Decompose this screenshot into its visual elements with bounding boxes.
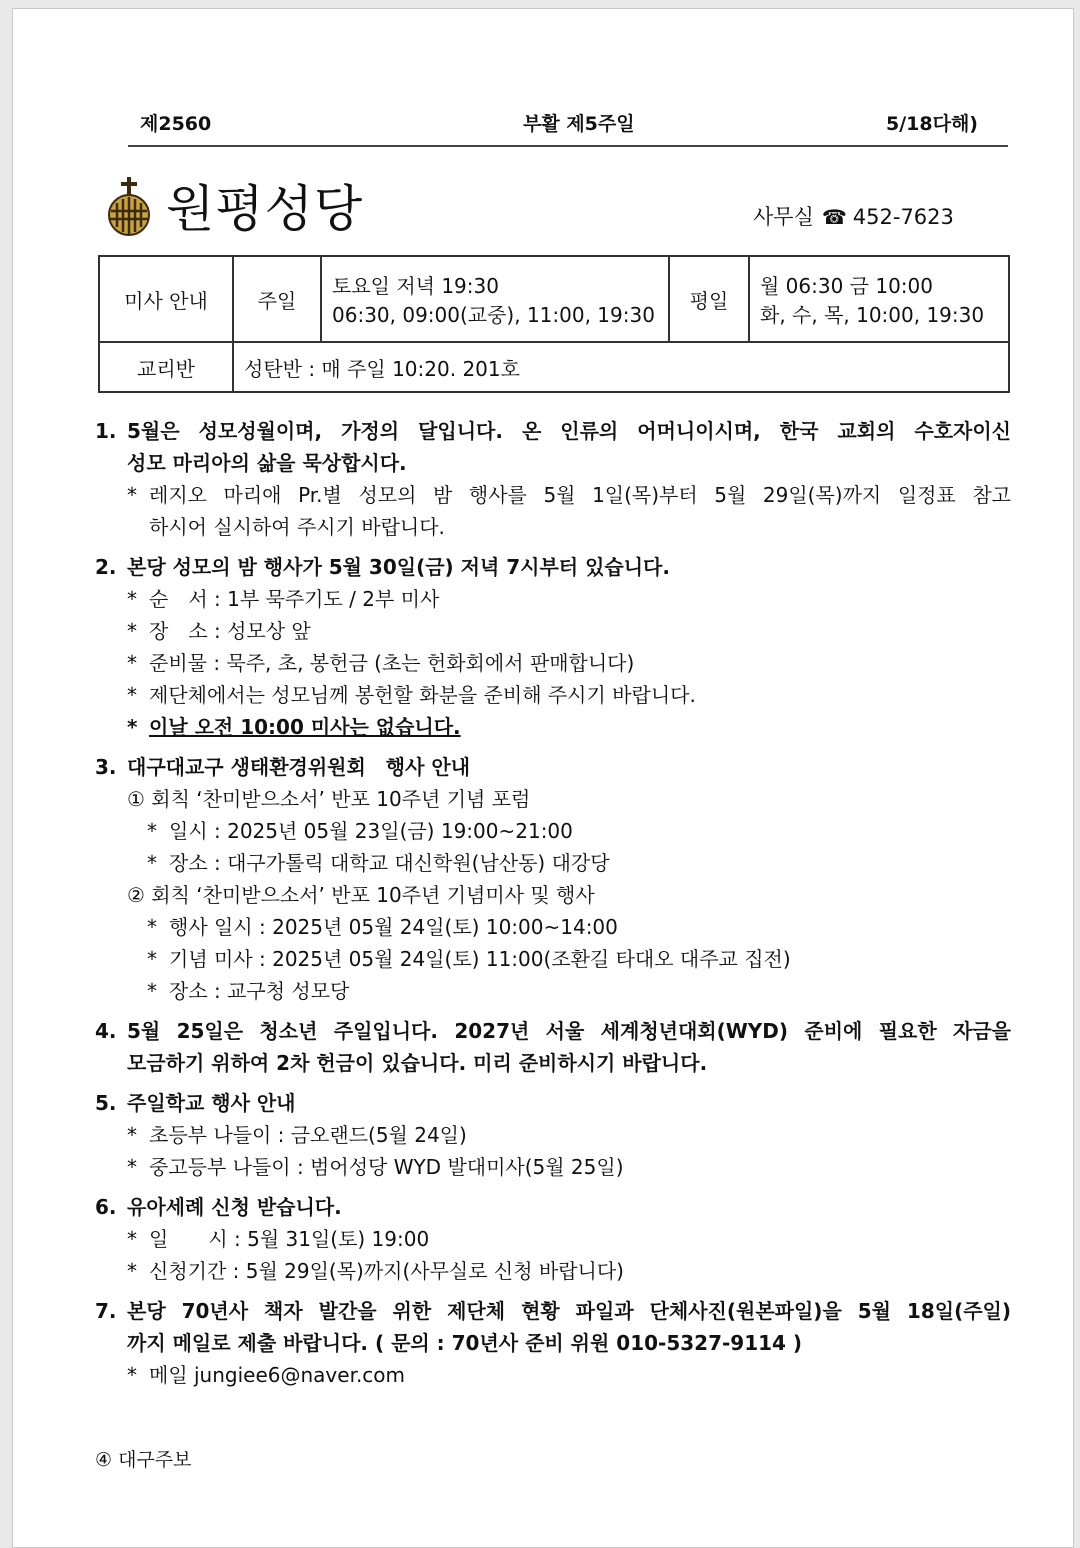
weekday-times-line2: 화, 수, 목, 10:00, 19:30	[760, 303, 985, 327]
bulletin-header	[128, 107, 1008, 147]
list-item-emphasis: * 이날 오전 10:00 미사는 없습니다.	[127, 715, 461, 739]
announcement-1-note: * 레지오 마리애 Pr.별 성모의 밤 행사를 5월 1일(목)부터 5월 29일(목)까지 일정표 참고	[127, 483, 1011, 507]
announcement-5-head: 5. 주일학교 행사 안내	[95, 1091, 296, 1115]
footer-note: ④ 대구주보	[95, 1449, 192, 1471]
announcement-3-head: 3. 대구대교구 생태환경위원회 행사 안내	[95, 755, 471, 779]
mass-schedule-table	[98, 255, 1010, 393]
list-item: * 일 시 : 5월 31일(토) 19:00	[127, 1227, 430, 1251]
telephone-icon: ☎	[821, 205, 847, 229]
list-item: * 행사 일시 : 2025년 05월 24일(토) 10:00~14:00	[147, 915, 618, 939]
announcement-2	[95, 551, 1011, 743]
list-item: * 신청기간 : 5월 29일(목)까지(사무실로 신청 바랍니다)	[127, 1259, 624, 1283]
list-item: * 장소 : 대구가톨릭 대학교 대신학원(남산동) 대강당	[147, 851, 610, 875]
sunday-label-cell: 주일	[233, 256, 321, 342]
announcement-7-line2: 까지 메일로 제출 바랍니다. ( 문의 : 70년사 준비 위원 010-5327-9114 )	[127, 1331, 803, 1355]
announcement-1-line2: 성모 마리아의 삶을 묵상합시다.	[127, 451, 407, 475]
weekday-times-line1: 월 06:30 금 10:00	[760, 274, 933, 298]
email-line: * 메일 jungiee6@naver.com	[127, 1363, 406, 1387]
office-label: 사무실	[753, 205, 814, 229]
office-contact	[753, 201, 954, 231]
mass-label-cell: 미사 안내	[99, 256, 233, 342]
church-name-title: 원평성당	[166, 180, 364, 238]
bulletin-date: 5/18다해)	[886, 113, 978, 135]
catechism-label-cell: 교리반	[99, 342, 233, 392]
issue-number: 제2560	[140, 113, 212, 135]
event-2-title: ② 회칙 ‘찬미받으소서’ 반포 10주년 기념미사 및 행사	[127, 883, 595, 907]
catechism-text-cell: 성탄반 : 매 주일 10:20. 201호	[233, 342, 1009, 392]
announcement-4	[95, 1015, 1011, 1079]
list-item: * 준비물 : 묵주, 초, 봉헌금 (초는 헌화회에서 판매합니다)	[127, 651, 635, 675]
announcement-3	[95, 751, 1011, 1007]
announcement-4-line2: 모금하기 위하여 2차 헌금이 있습니다. 미리 준비하시기 바랍니다.	[127, 1051, 708, 1075]
announcements	[95, 415, 1011, 1399]
event-1-title: ① 회칙 ‘찬미받으소서’ 반포 10주년 기념 포럼	[127, 787, 531, 811]
announcement-1	[95, 415, 1011, 543]
weekday-times-cell	[749, 256, 1009, 342]
list-item: * 중고등부 나들이 : 범어성당 WYD 발대미사(5월 25일)	[127, 1155, 624, 1179]
announcement-6-head: 6. 유아세례 신청 받습니다.	[95, 1195, 342, 1219]
list-item: * 제단체에서는 성모님께 봉헌할 화분을 준비해 주시기 바랍니다.	[127, 683, 696, 707]
church-logo-icon	[106, 177, 152, 237]
announcement-7-line1: 7. 본당 70년사 책자 발간을 위한 제단체 현황 파일과 단체사진(원본파일)을 5월 18일(주일)	[95, 1299, 1011, 1323]
list-item: * 순 서 : 1부 묵주기도 / 2부 미사	[127, 587, 440, 611]
announcement-5	[95, 1087, 1011, 1183]
weekday-label-cell: 평일	[669, 256, 749, 342]
announcement-1-note-cont: 하시어 실시하여 주시기 바랍니다.	[149, 515, 445, 539]
list-item: * 기념 미사 : 2025년 05월 24일(토) 11:00(조환길 타대오 대주교 집전)	[147, 947, 791, 971]
list-item: * 장소 : 교구청 성모당	[147, 979, 350, 1003]
sunday-times-cell	[321, 256, 669, 342]
office-phone: 452-7623	[852, 205, 954, 229]
sunday-times-line1: 토요일 저녁 19:30	[332, 274, 499, 298]
liturgical-week: 부활 제5주일	[523, 113, 635, 135]
list-item: * 장 소 : 성모상 앞	[127, 619, 311, 643]
announcement-7	[95, 1295, 1011, 1391]
list-item: * 초등부 나들이 : 금오랜드(5월 24일)	[127, 1123, 467, 1147]
announcement-6	[95, 1191, 1011, 1287]
sunday-times-line2: 06:30, 09:00(교중), 11:00, 19:30	[332, 303, 655, 327]
announcement-2-head: 2. 본당 성모의 밤 행사가 5월 30일(금) 저녁 7시부터 있습니다.	[95, 555, 670, 579]
bulletin-page	[12, 8, 1074, 1548]
list-item: * 일시 : 2025년 05월 23일(금) 19:00~21:00	[147, 819, 573, 843]
announcement-1-line1: 1. 5월은 성모성월이며, 가정의 달입니다. 온 인류의 어머니이시며, 한국 교회의 수호자이신	[95, 419, 1011, 443]
announcement-4-line1: 4. 5월 25일은 청소년 주일입니다. 2027년 서울 세계청년대회(WYD) 준비에 필요한 자금을	[95, 1019, 1011, 1043]
